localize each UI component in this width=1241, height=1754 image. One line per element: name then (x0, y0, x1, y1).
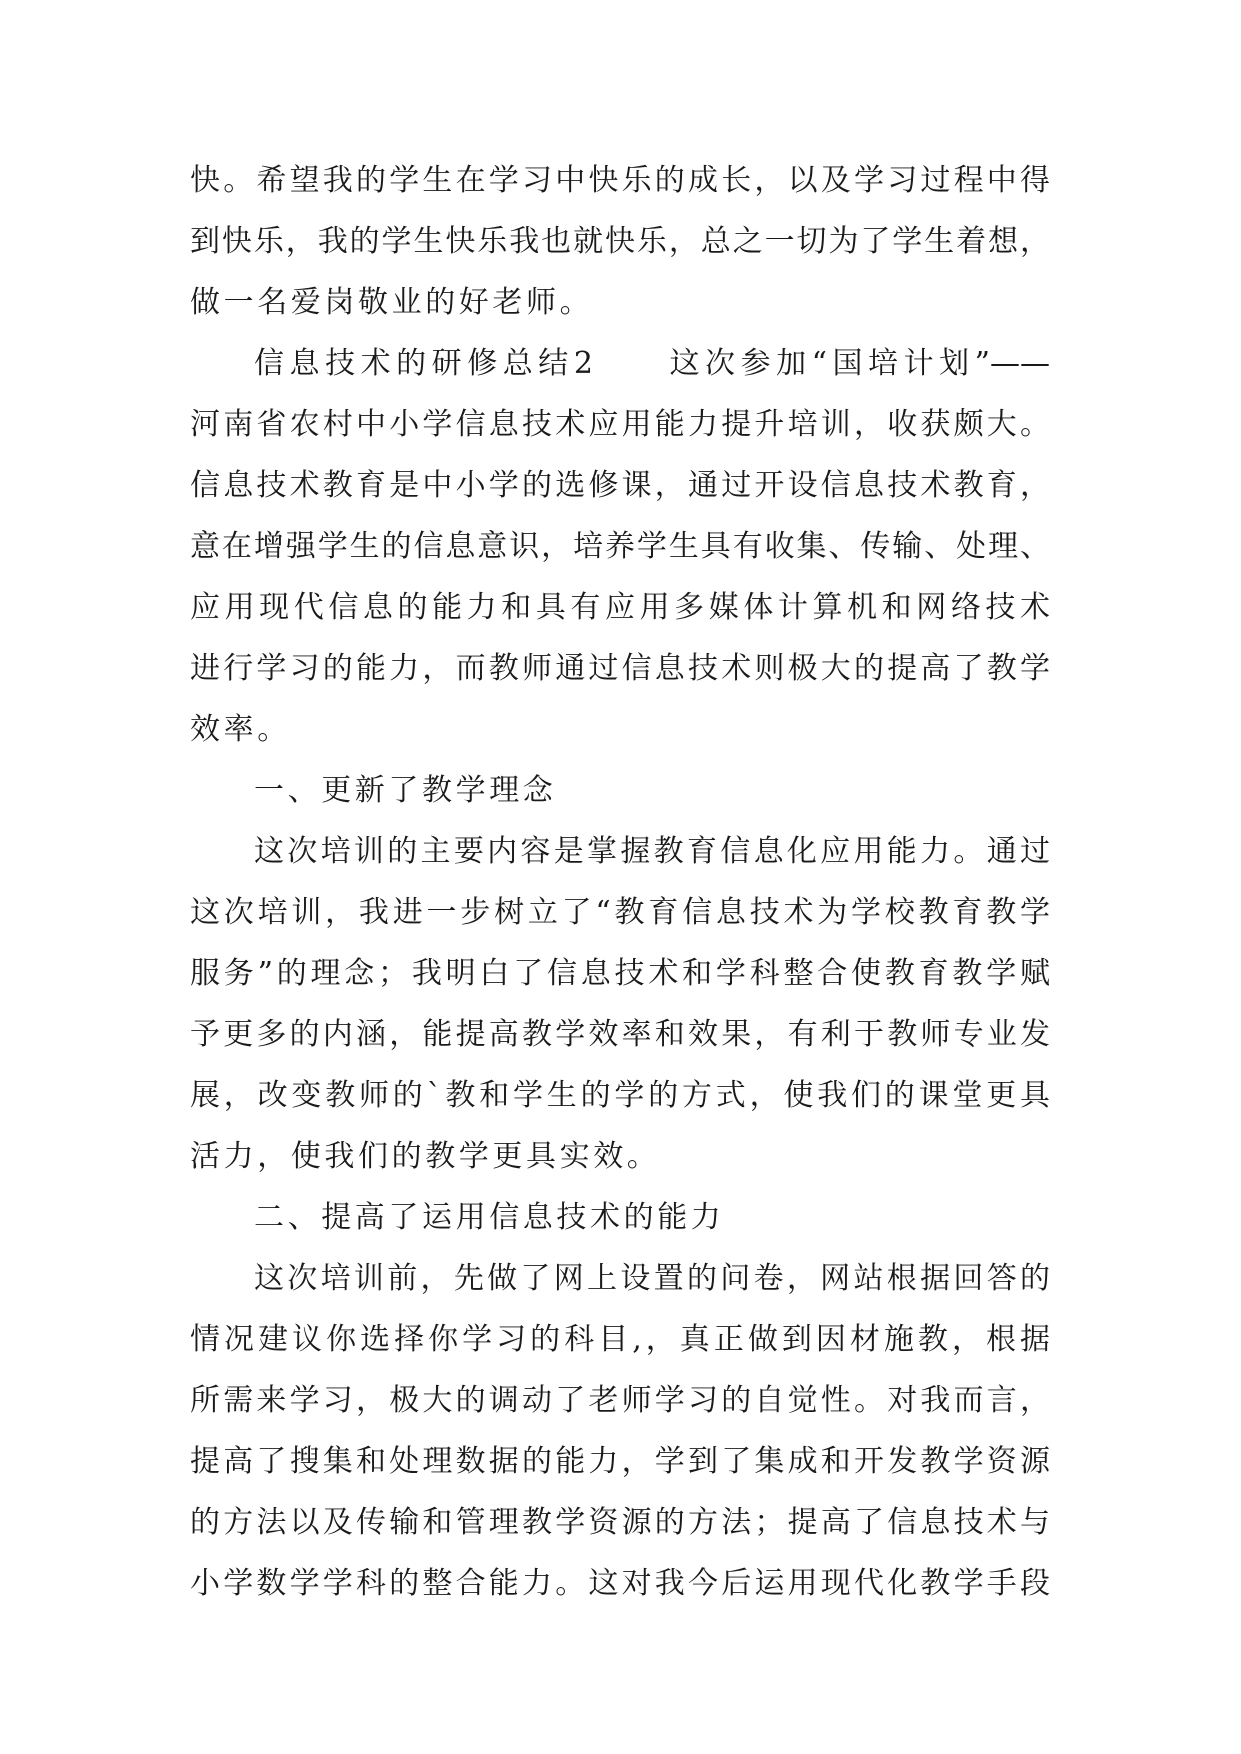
text-line: 快。希望我的学生在学习中快乐的成长，以及学习过程中得 (190, 163, 1050, 198)
text-line: 予更多的内涵，能提高教学效率和效果，有利于教师专业发 (190, 1017, 1050, 1052)
text-line: 做一名爱岗敬业的好老师。 (190, 285, 594, 320)
text-line: 应用现代信息的能力和具有应用多媒体计算机和网络技术 (190, 590, 1050, 625)
text-line: 服务”的理念；我明白了信息技术和学科整合使教育教学赋 (190, 956, 1050, 991)
heading-line: 一、更新了教学理念 (254, 773, 557, 808)
text-line: 这次培训，我进一步树立了“教育信息技术为学校教育教学 (190, 895, 1050, 930)
section-title-line: 信息技术的研修总结2 这次参加“国培计划”—— (254, 346, 1050, 381)
text-line: 意在增强学生的信息意识，培养学生具有收集、传输、处理、 (190, 529, 1050, 564)
text-line: 信息技术教育是中小学的选修课，通过开设信息技术教育， (190, 468, 1050, 503)
text-line: 情况建议你选择你学习的科目,，真正做到因材施教，根据 (190, 1322, 1050, 1357)
text-line: 这次培训的主要内容是掌握教育信息化应用能力。通过 (254, 834, 1050, 869)
text-line: 效率。 (190, 712, 291, 747)
text-line: 展，改变教师的`教和学生的学的方式，使我们的课堂更具 (190, 1078, 1050, 1113)
text-line: 提高了搜集和处理数据的能力，学到了集成和开发教学资源 (190, 1444, 1050, 1479)
heading-line: 二、提高了运用信息技术的能力 (254, 1200, 725, 1235)
text-line: 小学数学学科的整合能力。这对我今后运用现代化教学手段 (190, 1566, 1050, 1601)
document-page (190, 150, 1050, 1614)
text-line: 的方法以及传输和管理教学资源的方法；提高了信息技术与 (190, 1505, 1050, 1540)
text-line: 这次培训前，先做了网上设置的问卷，网站根据回答的 (254, 1261, 1050, 1296)
text-line: 活力，使我们的教学更具实效。 (190, 1139, 661, 1174)
text-line: 进行学习的能力，而教师通过信息技术则极大的提高了教学 (190, 651, 1050, 686)
text-line: 河南省农村中小学信息技术应用能力提升培训，收获颇大。 (190, 407, 1050, 442)
text-line: 所需来学习，极大的调动了老师学习的自觉性。对我而言， (190, 1383, 1050, 1418)
text-line: 到快乐，我的学生快乐我也就快乐，总之一切为了学生着想， (190, 224, 1050, 259)
